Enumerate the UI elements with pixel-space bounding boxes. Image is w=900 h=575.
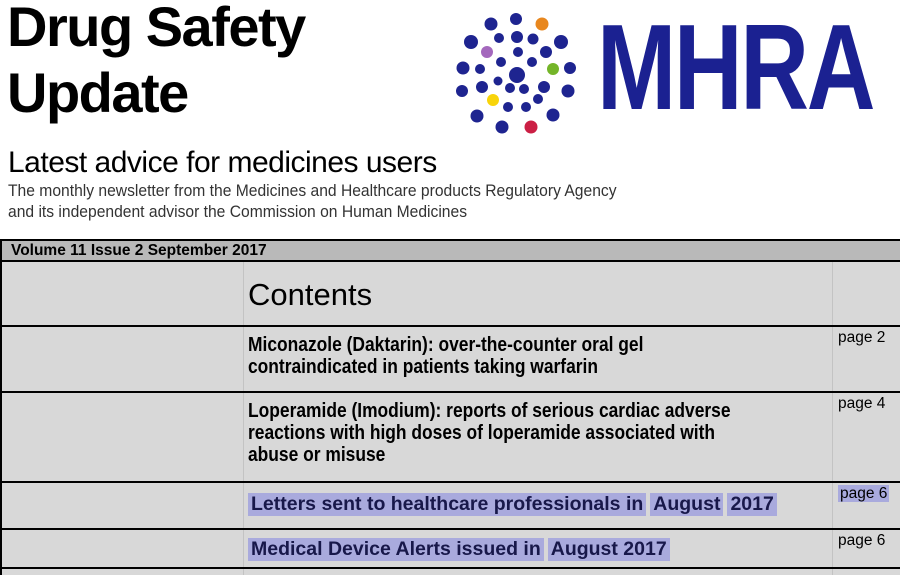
contents-link-segment[interactable]: August 2017	[548, 538, 670, 561]
subtitle-line: and its independent advisor the Commission on Human Medicines	[8, 202, 468, 221]
row-title	[244, 569, 832, 575]
table-row-partial	[2, 569, 900, 575]
contents-header-row	[2, 262, 900, 327]
row-title-line: contraindicated in patients taking warfarin	[248, 356, 598, 378]
row-title	[244, 530, 832, 567]
row-title-line: Loperamide (Imodium): reports of serious cardiac adverse	[248, 400, 731, 422]
table-row	[2, 393, 900, 483]
page-label	[832, 483, 900, 528]
table-row	[2, 530, 900, 569]
tagline: Latest advice for medicines users	[8, 146, 437, 179]
page-column-spacer	[832, 262, 900, 325]
row-gutter	[2, 569, 244, 575]
mhra-dots-icon	[450, 4, 585, 139]
page-title: Drug Safety Update	[7, 0, 305, 124]
contents-link-segment[interactable]: August	[650, 493, 723, 516]
row-title	[244, 327, 832, 391]
row-title-line: Miconazole (Daktarin): over-the-counter oral gel	[248, 334, 644, 356]
row-gutter	[2, 483, 244, 528]
row-gutter	[2, 262, 244, 325]
row-title	[244, 393, 832, 481]
page-label: page 2	[832, 327, 900, 391]
contents-link-segment[interactable]: Medical Device Alerts issued in	[248, 538, 544, 561]
contents-heading: Contents	[248, 277, 373, 312]
contents-link-segment[interactable]: 2017	[727, 493, 776, 516]
row-gutter	[2, 393, 244, 481]
mhra-wordmark: MHRA	[597, 0, 874, 135]
issue-bar: Volume 11 Issue 2 September 2017	[2, 241, 900, 262]
page-label: page 6	[832, 530, 900, 567]
page-column-spacer	[832, 569, 900, 575]
row-gutter	[2, 530, 244, 567]
row-title	[244, 483, 832, 528]
row-gutter	[2, 327, 244, 391]
subtitle	[8, 180, 669, 222]
table-row	[2, 483, 900, 530]
subtitle-line: The monthly newsletter from the Medicines and Healthcare products Regulatory Agency	[8, 181, 617, 200]
row-title-line: reactions with high doses of loperamide associated with	[248, 422, 715, 444]
page-label: page 4	[832, 393, 900, 481]
table-row	[2, 327, 900, 393]
contents-table	[0, 239, 900, 575]
page-label-highlight[interactable]: page 6	[840, 485, 888, 502]
row-title-line: abuse or misuse	[248, 444, 386, 466]
contents-link-segment[interactable]: Letters sent to healthcare professionals in	[248, 493, 646, 516]
